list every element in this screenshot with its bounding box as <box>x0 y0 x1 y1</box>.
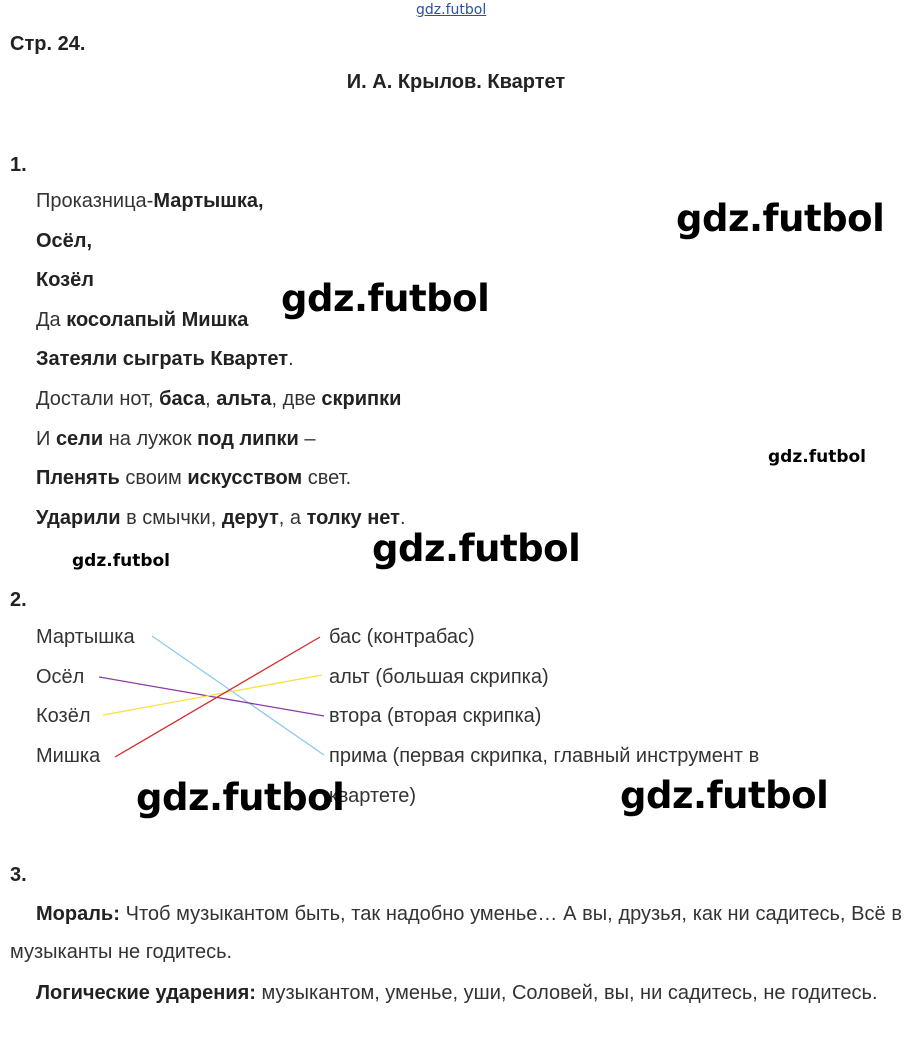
poem-text: в смычки, <box>120 507 222 529</box>
right-item: бас (контрабас) <box>329 626 475 648</box>
poem-text: – <box>298 428 316 450</box>
page-label: Стр. 24. <box>10 33 86 55</box>
poem-text: . <box>288 348 294 370</box>
poem-keyword: толку нет <box>306 507 400 529</box>
left-item: Осёл <box>36 666 85 688</box>
poem-keyword: искусством <box>187 467 303 489</box>
left-item: Мишка <box>36 745 101 767</box>
poem-text: на лужок <box>103 428 198 450</box>
right-item: втора (вторая скрипка) <box>329 705 542 727</box>
watermark: gdz.futbol <box>281 277 490 320</box>
match-line <box>152 636 324 755</box>
watermark: gdz.futbol <box>372 527 581 570</box>
poem-keyword: Затеяли сыграть Квартет <box>36 348 289 370</box>
poem-text: . <box>399 507 406 529</box>
watermark: gdz.futbol <box>768 447 866 467</box>
watermark: gdz.futbol <box>620 774 829 817</box>
poem-keyword: под липки <box>197 428 299 450</box>
watermark-top[interactable]: gdz.futbol <box>416 2 487 18</box>
moral-paragraph <box>10 895 902 971</box>
left-item: Мартышка <box>36 626 135 648</box>
poem-keyword: скрипки <box>321 388 402 410</box>
poem-keyword: альта <box>216 388 272 410</box>
page-title: И. А. Крылов. Квартет <box>346 71 566 93</box>
poem-text: свет. <box>302 467 352 489</box>
poem-keyword: Козёл <box>36 269 94 291</box>
task3-number: 3. <box>10 864 27 886</box>
poem-keyword: Пленять <box>36 467 120 489</box>
poem-keyword: Осёл, <box>36 230 93 252</box>
stress-text: музыкантом, уменье, уши, Соловей, вы, ни садитесь, не годитесь. <box>255 982 878 1004</box>
left-item: Козёл <box>36 705 91 727</box>
poem-text: Да <box>36 309 67 331</box>
task1-number: 1. <box>10 154 27 176</box>
poem-keyword: баса <box>159 388 206 410</box>
poem-keyword: Мартышка, <box>153 190 264 212</box>
poem-keyword: косолапый Мишка <box>66 309 249 331</box>
poem-text: своим <box>119 467 188 489</box>
poem-text: И <box>36 428 56 450</box>
stress-label: Логические ударения: <box>36 982 256 1004</box>
match-line <box>115 637 320 757</box>
watermark: gdz.futbol <box>72 551 170 571</box>
right-item: прима (первая скрипка, главный инструмент в <box>329 745 760 767</box>
poem-keyword: сели <box>55 428 104 450</box>
task2-number: 2. <box>10 589 27 611</box>
moral-label: Мораль: <box>36 903 120 925</box>
poem-keyword: Ударили <box>36 507 121 529</box>
poem-text: , <box>205 388 217 410</box>
poem-text: Достали нот, <box>36 388 160 410</box>
right-item: квартете) <box>329 785 417 807</box>
poem-keyword: дерут <box>221 507 279 529</box>
match-line <box>103 675 322 715</box>
right-item: альт (большая скрипка) <box>329 666 549 688</box>
watermark: gdz.futbol <box>676 197 885 240</box>
moral-text: Чтоб музыкантом быть, так надобно уменье… А вы, друзья, как ни садитесь, Всё в музыканты не годитесь. <box>10 903 902 963</box>
watermark: gdz.futbol <box>136 776 345 819</box>
poem-text: , а <box>278 507 307 529</box>
poem-text: Проказница- <box>36 190 154 212</box>
poem-text: , две <box>271 388 322 410</box>
stress-paragraph <box>10 974 902 1012</box>
